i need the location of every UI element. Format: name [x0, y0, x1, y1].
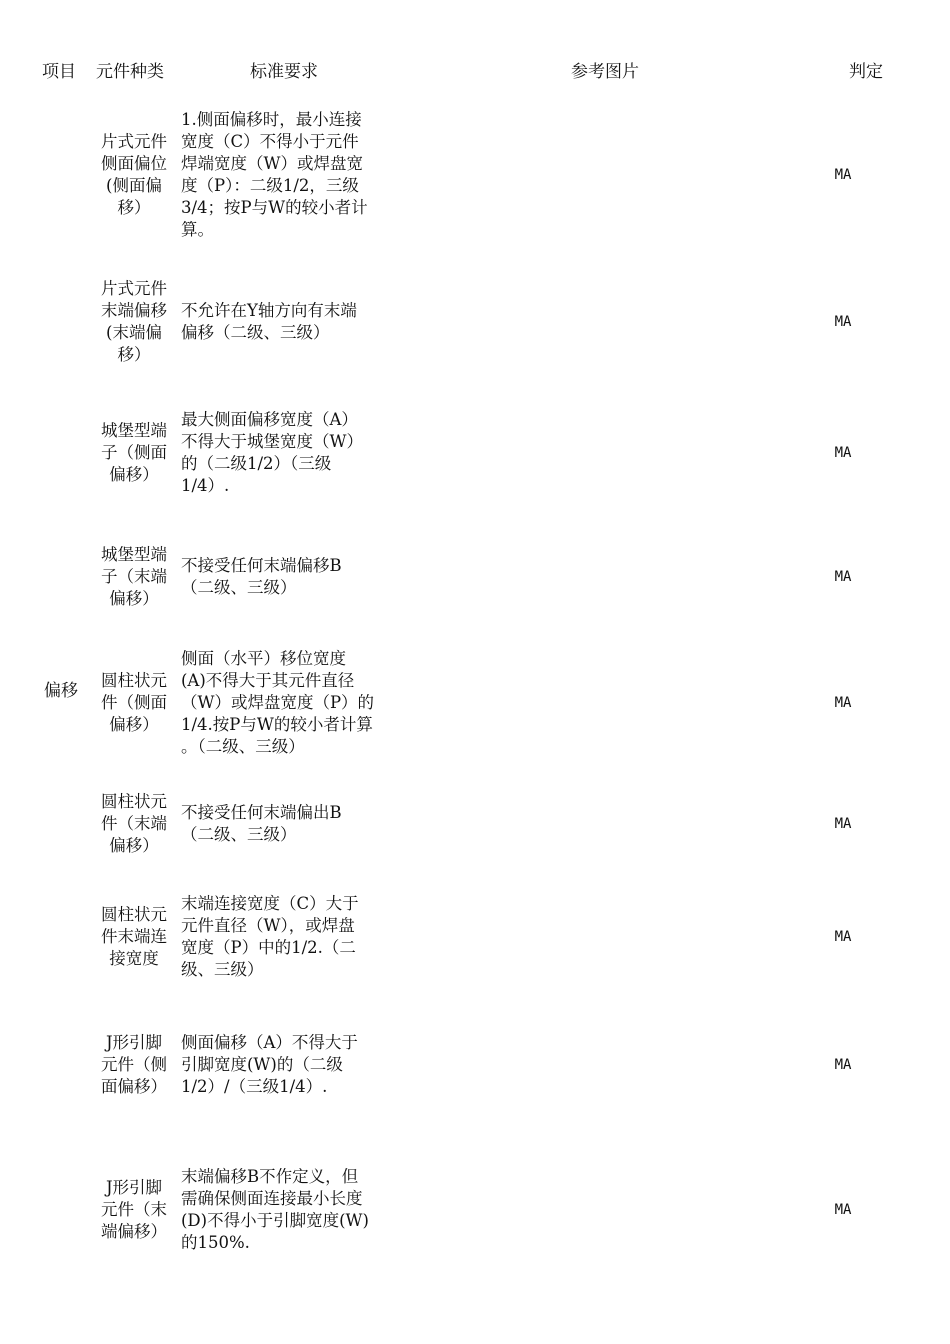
- reference-picture: [400, 1148, 800, 1272]
- header-item: 项目: [42, 62, 76, 82]
- table-row: [0, 884, 950, 990]
- result-value: MA: [834, 695, 852, 711]
- standard-requirement: 不允许在Y轴方向有末端 偏移（二级、三级）: [181, 301, 357, 342]
- standard-requirement: 末端偏移B不作定义，但 需确保侧面连接最小长度 (D)不得小于引脚宽度(W) 的150%.: [181, 1167, 369, 1252]
- table-row: [0, 1012, 950, 1118]
- table-row: [0, 264, 950, 380]
- result-value: MA: [834, 314, 852, 330]
- component-category: 片式元件 侧面偏位 (侧面偏 移）: [101, 132, 167, 217]
- table-row: [0, 100, 950, 250]
- standard-requirement: 1.侧面偏移时，最小连接 宽度（C）不得小于元件 焊端宽度（W）或焊盘宽 度（P）：二级1/2，三级 3/4；按P与W的较小者计 算。: [181, 110, 368, 239]
- reference-picture: [400, 1012, 800, 1118]
- component-category: 圆柱状元 件（末端 偏移）: [101, 792, 167, 855]
- table-row: [0, 530, 950, 624]
- table-row: [0, 1148, 950, 1272]
- standard-requirement: 不接受任何末端偏移B （二级、三级）: [181, 556, 342, 597]
- standard-requirement: 末端连接宽度（C）大于 元件直径（W），或焊盘 宽度（P）中的1/2.（二 级、三级）: [181, 894, 359, 979]
- header-result: 判定: [849, 62, 883, 82]
- header-category: 元件种类: [96, 62, 164, 82]
- reference-picture: [400, 264, 800, 380]
- header-picture: 参考图片: [571, 62, 639, 82]
- component-category: J形引脚 元件（末 端偏移）: [101, 1178, 167, 1241]
- component-category: J形引脚 元件（侧 面偏移）: [101, 1033, 167, 1096]
- result-value: MA: [834, 167, 852, 183]
- result-value: MA: [834, 569, 852, 585]
- standard-requirement: 不接受任何末端偏出B （二级、三级）: [181, 803, 342, 844]
- table-row: [0, 777, 950, 871]
- item-label: 偏移: [44, 681, 78, 701]
- result-value: MA: [834, 1057, 852, 1073]
- standard-requirement: 侧面（水平）移位宽度 (A)不得大于其元件直径 （W）或焊盘宽度（P）的 1/4.按P与W的较小者计算 。（二级、三级）: [181, 649, 375, 756]
- reference-picture: [400, 645, 800, 761]
- standard-requirement: 侧面偏移（A）不得大于 引脚宽度(W)的（二级 1/2）/（三级1/4）.: [181, 1033, 358, 1096]
- component-category: 圆柱状元 件末端连 接宽度: [101, 905, 167, 968]
- table-row: [0, 645, 950, 761]
- component-category: 圆柱状元 件（侧面 偏移）: [101, 671, 167, 734]
- reference-picture: [400, 884, 800, 990]
- table-row: [0, 397, 950, 509]
- reference-picture: [400, 777, 800, 871]
- result-value: MA: [834, 816, 852, 832]
- result-value: MA: [834, 1202, 852, 1218]
- reference-picture: [400, 100, 800, 250]
- result-value: MA: [834, 929, 852, 945]
- component-category: 片式元件 末端偏移 (末端偏 移）: [101, 279, 167, 364]
- header-standard: 标准要求: [250, 62, 318, 82]
- reference-picture: [400, 397, 800, 509]
- component-category: 城堡型端 子（末端 偏移）: [101, 545, 167, 608]
- component-category: 城堡型端 子（侧面 偏移）: [101, 421, 167, 484]
- result-value: MA: [834, 445, 852, 461]
- reference-picture: [400, 530, 800, 624]
- standard-requirement: 最大侧面偏移宽度（A） 不得大于城堡宽度（W） 的（二级1/2）（三级 1/4）.: [181, 410, 363, 495]
